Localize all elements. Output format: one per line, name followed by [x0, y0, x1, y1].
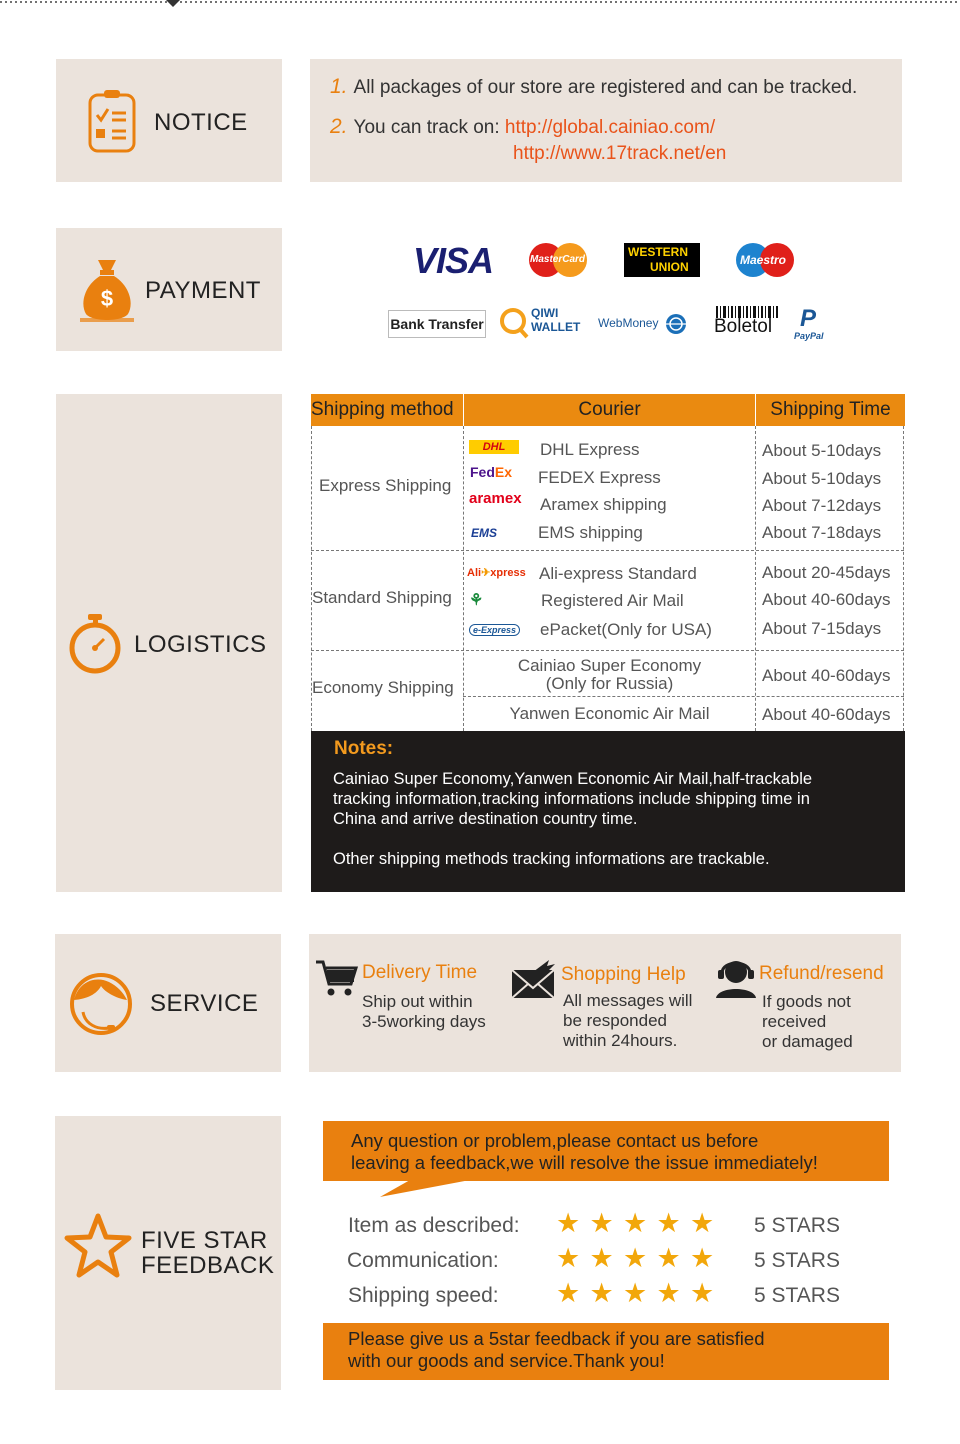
qiwi-wallet-logo [499, 306, 583, 342]
grid-line [463, 696, 904, 697]
header-courier: Courier [464, 394, 755, 426]
dhl-logo: DHL [469, 440, 519, 454]
visa-logo: VISA [413, 240, 494, 281]
notice-line-2 [330, 115, 715, 139]
support-agent-icon [714, 958, 758, 1000]
paypal-logo: P PayPal [794, 305, 824, 341]
grid-line [311, 650, 904, 651]
courier-fedex: FEDEX Express [538, 468, 661, 487]
courier-yanwen: Yanwen Economic Air Mail [509, 704, 710, 723]
fedex-logo-text-b: Ex [494, 464, 513, 480]
notice-line-1 [330, 75, 857, 99]
rating-star-icon: ★ [556, 1243, 581, 1273]
aramex-logo: aramex [469, 490, 522, 507]
china-post-icon: ⚘ [469, 592, 484, 609]
bubble-line-1: Any question or problem,please contact us before [351, 1130, 759, 1151]
rating-label: Item as described: [348, 1214, 520, 1237]
group-economy: Economy Shipping [312, 678, 454, 697]
feedback-title-line-2: FEEDBACK [141, 1252, 275, 1279]
tracking-link-cainiao[interactable]: http://global.cainiao.com/ [504, 117, 716, 138]
ali-logo-text: Ali [467, 567, 482, 579]
service-label-panel [55, 934, 281, 1072]
grid-line [903, 426, 904, 731]
feedback-label-panel [55, 1116, 281, 1390]
wallet-text: WALLET [531, 320, 581, 334]
notice-text-1: All packages of our store are registered and can be tracked. [353, 77, 858, 98]
courier-cainiao-line2: (Only for Russia) [545, 674, 674, 693]
courier-epacket: ePacket(Only for USA) [540, 620, 712, 639]
clipboard-checklist-icon [86, 89, 140, 155]
tracking-link-17track[interactable]: http://www.17track.net/en [513, 143, 727, 164]
mastercard-logo [528, 242, 588, 278]
ems-logo: EMS [471, 526, 498, 540]
time-cainiao: About 40-60days [762, 666, 891, 685]
grid-line [755, 426, 756, 731]
shopping-help-line-3: within 24hours. [563, 1031, 678, 1050]
rating-star-icon: ★ [690, 1208, 715, 1238]
rating-value: 5 STARS [754, 1284, 840, 1307]
time-epacket: About 7-15days [762, 619, 882, 638]
group-express: Express Shipping [319, 476, 452, 495]
rating-star-icon: ★ [656, 1243, 681, 1273]
time-ems: About 7-18days [762, 523, 882, 542]
rating-star-icon: ★ [623, 1278, 648, 1308]
notice-number-2: 2. [330, 115, 348, 138]
paypal-text: PayPal [794, 331, 824, 341]
time-fedex: About 5-10days [762, 469, 882, 488]
rating-star-icon: ★ [690, 1243, 715, 1273]
logistics-title: LOGISTICS [134, 631, 267, 658]
courier-cainiao-line1: Cainiao Super Economy [517, 656, 702, 675]
notes-line-1: Cainiao Super Economy,Yanwen Economic Air Mail,half-trackable [333, 770, 813, 788]
refund-line-2: received [762, 1012, 827, 1031]
webmoney-logo: WebMoney [598, 316, 659, 330]
mastercard-text: MasterCard [530, 254, 586, 265]
shopping-help-line-1: All messages will [563, 991, 693, 1010]
rating-star-icon: ★ [623, 1243, 648, 1273]
express-logo-text: xpress [490, 567, 526, 579]
delivery-time-title: Delivery Time [362, 962, 478, 983]
notice-content-panel [310, 59, 902, 182]
rating-star-icon: ★ [589, 1278, 614, 1308]
courier-aliexpress: Ali-express Standard [539, 564, 697, 583]
bank-transfer-logo: Bank Transfer [388, 310, 486, 338]
rating-star-icon: ★ [556, 1278, 581, 1308]
envelope-icon [511, 958, 557, 1002]
header-shipping-time: Shipping Time [756, 394, 905, 426]
fedex-logo [470, 464, 512, 480]
rating-value: 5 STARS [754, 1214, 840, 1237]
star-outline-icon [64, 1213, 132, 1279]
rating-star-icon: ★ [656, 1208, 681, 1238]
refund-line-3: or damaged [762, 1032, 853, 1051]
aliexpress-logo: Ali✈xpress [467, 567, 526, 579]
courier-dhl: DHL Express [540, 440, 640, 459]
rating-star-icon: ★ [589, 1208, 614, 1238]
time-dhl: About 5-10days [762, 441, 882, 460]
notice-number-1: 1. [330, 75, 348, 98]
rating-label: Shipping speed: [348, 1284, 499, 1307]
western-union-logo [624, 243, 700, 277]
header-shipping-method: Shipping method [311, 394, 463, 426]
notice-label-panel [56, 59, 282, 182]
notes-title: Notes: [334, 738, 394, 759]
contact-before-feedback-bubble [323, 1121, 889, 1181]
shopping-help-title: Shopping Help [561, 964, 686, 985]
group-standard: Standard Shipping [312, 588, 452, 607]
banner-line-2: with our goods and service.Thank you! [348, 1350, 665, 1371]
courier-ems: EMS shipping [538, 523, 643, 542]
banner-line-1: Please give us a 5star feedback if you are satisfied [348, 1328, 765, 1349]
rating-star-icon: ★ [623, 1208, 648, 1238]
western-union-text-2: UNION [650, 260, 689, 274]
courier-airmail: Registered Air Mail [541, 591, 684, 610]
service-content-panel [309, 934, 901, 1072]
notes-line-2: tracking information,tracking informations include shipping time in [333, 790, 810, 808]
notice-title: NOTICE [154, 109, 248, 136]
epacket-logo: e-Express [469, 624, 520, 636]
qiwi-text: QIWI [531, 306, 559, 320]
feedback-title-line-1: FIVE STAR [141, 1227, 268, 1254]
time-yanwen: About 40-60days [762, 705, 891, 724]
shipping-notes [311, 731, 905, 892]
boletol-logo [714, 306, 780, 340]
delivery-time-line-1: Ship out within [362, 992, 473, 1011]
payment-label-panel [56, 228, 282, 351]
notes-line-4: Other shipping methods tracking informations are trackable. [333, 850, 770, 868]
time-airmail: About 40-60days [762, 590, 891, 609]
shopping-cart-icon [316, 958, 358, 1000]
service-title: SERVICE [150, 990, 259, 1017]
notice-text-2: You can track on: [353, 117, 500, 138]
payment-title: PAYMENT [145, 277, 261, 304]
please-feedback-banner [323, 1323, 889, 1380]
rating-star-icon: ★ [690, 1278, 715, 1308]
rating-star-icon: ★ [656, 1278, 681, 1308]
delivery-time-line-2: 3-5working days [362, 1012, 486, 1031]
rating-star-icon: ★ [589, 1243, 614, 1273]
logistics-label-panel [56, 394, 282, 892]
rating-star-icon: ★ [556, 1208, 581, 1238]
refund-line-1: If goods not [762, 992, 851, 1011]
grid-line [311, 550, 904, 551]
fedex-logo-text-a: Fed [470, 464, 495, 480]
shipping-table [311, 394, 905, 731]
customer-service-icon [69, 972, 133, 1036]
maestro-logo [734, 242, 796, 278]
money-bag-icon [78, 256, 136, 324]
boletol-text: Boletol [714, 316, 773, 337]
refund-resend-title: Refund/resend [759, 963, 884, 984]
rating-label: Communication: [347, 1249, 499, 1272]
svg-text:$: $ [100, 286, 114, 311]
top-divider [0, 0, 960, 6]
time-aramex: About 7-12days [762, 496, 882, 515]
western-union-text-1: WESTERN [628, 245, 688, 259]
notes-line-3: China and arrive destination country time. [333, 810, 638, 828]
courier-aramex: Aramex shipping [540, 495, 667, 514]
bubble-line-2: leaving a feedback,we will resolve the issue immediately! [351, 1152, 818, 1173]
maestro-text: Maestro [740, 253, 787, 267]
shopping-help-line-2: be responded [563, 1011, 667, 1030]
rating-value: 5 STARS [754, 1249, 840, 1272]
time-aliexpress: About 20-45days [762, 563, 891, 582]
bubble-tail [380, 1180, 470, 1198]
webmoney-globe-icon [664, 312, 688, 336]
stopwatch-icon [68, 612, 124, 674]
